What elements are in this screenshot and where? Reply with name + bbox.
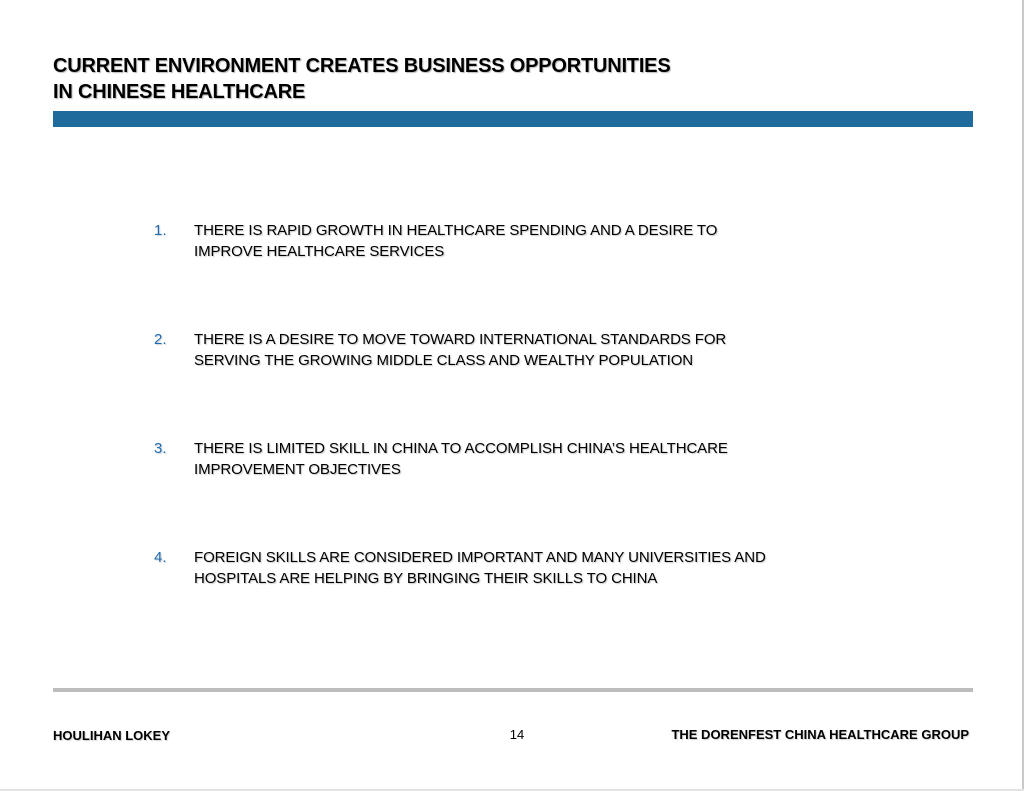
footer-company-name: HOULIHAN LOKEY: [53, 728, 170, 743]
footer-group-name: THE DORENFEST CHINA HEALTHCARE GROUP: [671, 727, 969, 742]
point-text-line: SERVING THE GROWING MIDDLE CLASS AND WEALTHY POPULATION: [194, 352, 694, 369]
footer-divider: [53, 688, 973, 692]
page-title-line-1: CURRENT ENVIRONMENT CREATES BUSINESS OPPORTUNITIES: [53, 55, 671, 77]
point-text: [194, 329, 906, 371]
point-number: 1.: [154, 222, 167, 239]
point-text-line: IMPROVE HEALTHCARE SERVICES: [194, 243, 445, 260]
point-text-line: FOREIGN SKILLS ARE CONSIDERED IMPORTANT AND MANY UNIVERSITIES AND: [194, 549, 766, 566]
list-item-point-4: [150, 547, 910, 595]
point-text-line: HOSPITALS ARE HELPING BY BRINGING THEIR SKILLS TO CHINA: [194, 570, 658, 587]
point-text-line: THERE IS LIMITED SKILL IN CHINA TO ACCOMPLISH CHINA’S HEALTHCARE: [194, 440, 728, 457]
point-text-line: THERE IS RAPID GROWTH IN HEALTHCARE SPENDING AND A DESIRE TO: [194, 222, 718, 239]
page-title: [53, 53, 953, 105]
point-text-line: THERE IS A DESIRE TO MOVE TOWARD INTERNATIONAL STANDARDS FOR: [194, 331, 727, 348]
point-text-line: IMPROVEMENT OBJECTIVES: [194, 461, 401, 478]
page-number: 14: [509, 727, 525, 742]
title-accent-bar: [53, 111, 973, 127]
point-number: 4.: [154, 549, 167, 566]
point-text: [194, 438, 906, 480]
list-item-point-1: [150, 220, 910, 268]
point-text: [194, 220, 906, 262]
point-number: 3.: [154, 440, 167, 457]
page-title-line-2: IN CHINESE HEALTHCARE: [53, 81, 306, 103]
point-number: 2.: [154, 331, 167, 348]
list-item-point-3: [150, 438, 910, 486]
list-item-point-2: [150, 329, 910, 377]
point-text: [194, 547, 906, 589]
